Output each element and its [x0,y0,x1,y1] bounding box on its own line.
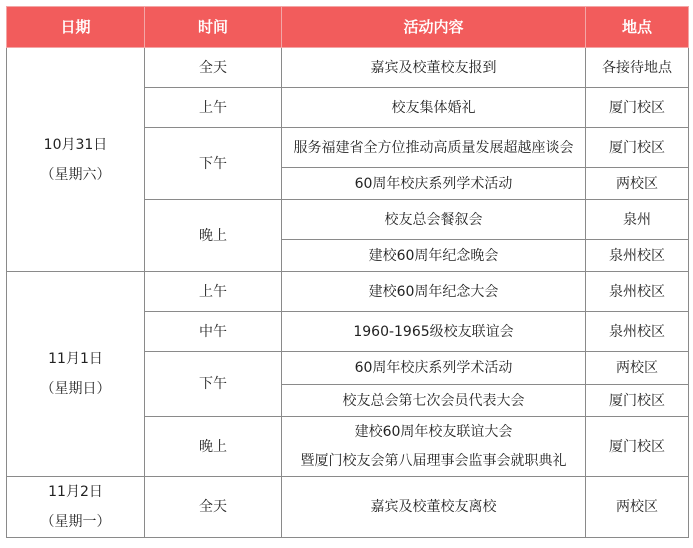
time-cell: 中午 [145,312,282,352]
time-cell: 下午 [145,352,282,417]
activity-cell: 校友总会餐叙会 [282,200,586,240]
location-cell: 泉州校区 [586,312,689,352]
activity-cell: 嘉宾及校董校友离校 [282,477,586,538]
activity-cell: 1960-1965级校友联谊会 [282,312,586,352]
weekday-label: （星期六） [40,166,111,183]
location-cell: 厦门校区 [586,385,689,417]
header-row [7,7,689,48]
schedule-table [6,6,689,538]
activity-cell: 60周年校庆系列学术活动 [282,168,586,200]
activity-cell [282,417,586,477]
activity-cell: 嘉宾及校董校友报到 [282,48,586,88]
activity-cell: 建校60周年纪念大会 [282,272,586,312]
activity-cell: 校友总会第七次会员代表大会 [282,385,586,417]
activity-cell: 60周年校庆系列学术活动 [282,352,586,385]
date-cell [7,477,145,538]
activity-line: 暨厦门校友会第八届理事会监事会就职典礼 [300,452,567,469]
weekday-label: （星期日） [40,381,111,397]
location-cell: 两校区 [586,477,689,538]
location-cell: 厦门校区 [586,88,689,128]
weekday-label: （星期一） [40,514,111,530]
header-activity: 活动内容 [282,7,586,48]
table-row [7,477,689,538]
date-cell [7,272,145,477]
time-cell: 上午 [145,88,282,128]
activity-line: 建校60周年校友联谊大会 [354,423,513,440]
location-cell: 泉州校区 [586,272,689,312]
table-row [7,272,689,312]
location-cell: 泉州 [586,200,689,240]
location-cell: 两校区 [586,352,689,385]
date-label: 10月31日 [43,136,108,153]
time-cell: 下午 [145,128,282,200]
date-cell [7,48,145,272]
location-cell: 泉州校区 [586,240,689,272]
location-cell: 各接待地点 [586,48,689,88]
date-label: 11月2日 [48,484,103,500]
activity-cell: 校友集体婚礼 [282,88,586,128]
date-label: 11月1日 [48,351,103,367]
time-cell: 上午 [145,272,282,312]
activity-cell: 服务福建省全方位推动高质量发展超越座谈会 [282,128,586,168]
time-cell: 晚上 [145,200,282,272]
time-cell: 全天 [145,477,282,538]
location-cell: 两校区 [586,168,689,200]
location-cell: 厦门校区 [586,417,689,477]
header-date: 日期 [7,7,145,48]
time-cell: 晚上 [145,417,282,477]
time-cell: 全天 [145,48,282,88]
header-location: 地点 [586,7,689,48]
header-time: 时间 [145,7,282,48]
table-row [7,48,689,88]
location-cell: 厦门校区 [586,128,689,168]
activity-cell: 建校60周年纪念晚会 [282,240,586,272]
